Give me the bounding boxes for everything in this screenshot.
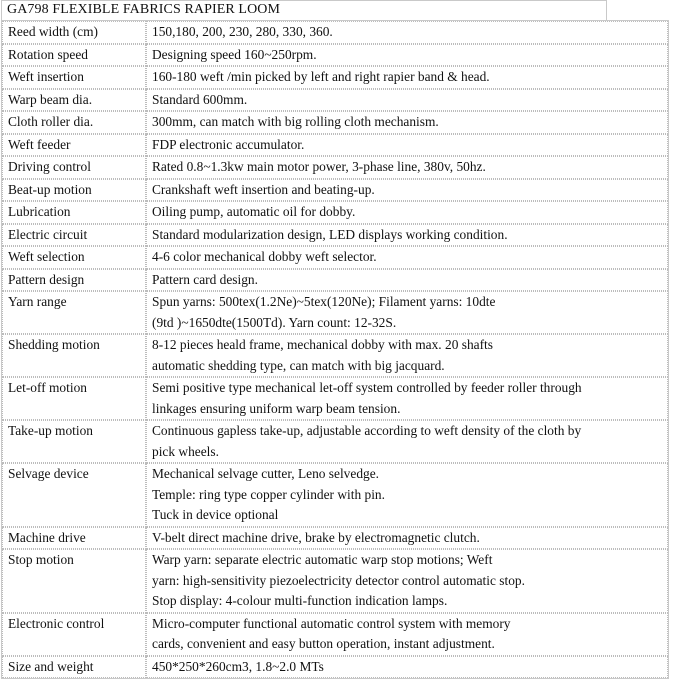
spec-label: Take-up motion bbox=[2, 420, 146, 463]
table-row bbox=[2, 89, 668, 112]
spec-value-line: Spun yarns: 500tex(1.2Ne)~5tex(120Ne); Filament yarns: 10dte bbox=[152, 294, 496, 309]
spec-value bbox=[146, 269, 668, 292]
spec-value-line: Standard 600mm. bbox=[152, 91, 248, 107]
spec-value bbox=[146, 334, 668, 377]
spec-label: Weft feeder bbox=[2, 134, 146, 157]
spec-label: Stop motion bbox=[2, 549, 146, 613]
spec-value-line: 150,180, 200, 230, 280, 330, 360. bbox=[152, 24, 333, 39]
spec-value bbox=[146, 291, 668, 334]
spec-label: Cloth roller dia. bbox=[2, 111, 146, 134]
table-row bbox=[2, 420, 668, 463]
spec-value-line: Tuck in device optional bbox=[152, 507, 279, 522]
table-row bbox=[2, 527, 668, 550]
spec-value-line: Oiling pump, automatic oil for dobby. bbox=[152, 204, 356, 219]
spec-value bbox=[146, 134, 668, 157]
spec-label: Let-off motion bbox=[2, 377, 146, 420]
spec-value-line: V-belt direct machine drive, brake by electromagnetic clutch. bbox=[152, 529, 480, 545]
table-row bbox=[2, 66, 668, 89]
table-row bbox=[2, 613, 668, 656]
spec-label: Beat-up motion bbox=[2, 179, 146, 202]
spec-value-line: 160-180 weft /min picked by left and right rapier band & head. bbox=[152, 69, 490, 84]
spec-value bbox=[146, 201, 668, 224]
spec-label: Size and weight bbox=[2, 656, 146, 679]
spec-label: Rotation speed bbox=[2, 44, 146, 67]
spec-value bbox=[146, 44, 668, 67]
spec-value-line: Warp yarn: separate electric automatic warp stop motions; Weft bbox=[152, 552, 493, 567]
spec-label: Selvage device bbox=[2, 463, 146, 527]
spec-value bbox=[146, 89, 668, 112]
spec-label: Driving control bbox=[2, 156, 146, 179]
spec-value bbox=[146, 156, 668, 179]
spec-value-line: Continuous gapless take-up, adjustable according to weft density of the cloth by bbox=[152, 423, 582, 438]
table-row bbox=[2, 44, 668, 67]
spec-value bbox=[146, 527, 668, 550]
spec-label: Shedding motion bbox=[2, 334, 146, 377]
spec-value-line: Semi positive type mechanical let-off system controlled by feeder roller through bbox=[152, 380, 582, 395]
spec-label: Machine drive bbox=[2, 527, 146, 550]
spec-value-line: pick wheels. bbox=[152, 443, 219, 459]
table-row bbox=[2, 21, 668, 44]
spec-value-line: Temple: ring type copper cylinder with pin. bbox=[152, 486, 385, 502]
spec-value-line: automatic shedding type, can match with big jacquard. bbox=[152, 357, 445, 373]
page-title: GA798 FLEXIBLE FABRICS RAPIER LOOM bbox=[7, 2, 281, 17]
spec-value bbox=[146, 21, 668, 44]
spec-value-line: Micro-computer functional automatic control system with memory bbox=[152, 615, 511, 631]
spec-value-line: Rated 0.8~1.3kw main motor power, 3-phase line, 380v, 50hz. bbox=[152, 159, 486, 174]
spec-label: Weft selection bbox=[2, 246, 146, 269]
spec-value-line: Crankshaft weft insertion and beating-up. bbox=[152, 181, 375, 197]
table-row bbox=[2, 291, 668, 334]
spec-label: Electronic control bbox=[2, 613, 146, 656]
table-row bbox=[2, 377, 668, 420]
spec-value bbox=[146, 656, 668, 679]
spec-value bbox=[146, 246, 668, 269]
table-row bbox=[2, 156, 668, 179]
spec-value-line: Stop display: 4-colour multi-function indication lamps. bbox=[152, 593, 448, 608]
spec-value bbox=[146, 613, 668, 656]
spec-label: Yarn range bbox=[2, 291, 146, 334]
spec-value bbox=[146, 179, 668, 202]
table-row bbox=[2, 549, 668, 613]
spec-value-line: 300mm, can match with big rolling cloth mechanism. bbox=[152, 114, 439, 129]
spec-value-line: 8-12 pieces heald frame, mechanical dobby with max. 20 shafts bbox=[152, 337, 493, 352]
spec-label: Electric circuit bbox=[2, 224, 146, 247]
spec-value-line: linkages ensuring uniform warp beam tension. bbox=[152, 400, 401, 416]
spec-label: Reed width (cm) bbox=[2, 21, 146, 44]
spec-table bbox=[1, 20, 669, 679]
table-row bbox=[2, 201, 668, 224]
table-row bbox=[2, 224, 668, 247]
table-row bbox=[2, 334, 668, 377]
table-row bbox=[2, 463, 668, 527]
spec-value-line: 450*250*260cm3, 1.8~2.0 MTs bbox=[152, 658, 324, 674]
spec-value-line: yarn: high-sensitivity piezoelectricity detector control automatic stop. bbox=[152, 572, 525, 588]
spec-label: Warp beam dia. bbox=[2, 89, 146, 112]
spec-value-line: Pattern card design. bbox=[152, 271, 258, 287]
spec-value-line: (9td )~1650dte(1500Td). Yarn count: 12-32S. bbox=[152, 314, 397, 330]
table-row bbox=[2, 269, 668, 292]
spec-value-line: Standard modularization design, LED displays working condition. bbox=[152, 226, 508, 242]
spec-value bbox=[146, 377, 668, 420]
table-row bbox=[2, 134, 668, 157]
table-row bbox=[2, 246, 668, 269]
spec-value-line: 4-6 color mechanical dobby weft selector. bbox=[152, 249, 377, 264]
spec-value bbox=[146, 549, 668, 613]
spec-value bbox=[146, 111, 668, 134]
spec-value-line: cards, convenient and easy button operation, instant adjustment. bbox=[152, 636, 495, 651]
spec-value-line: Designing speed 160~250rpm. bbox=[152, 46, 317, 62]
spec-label: Lubrication bbox=[2, 201, 146, 224]
spec-value bbox=[146, 463, 668, 527]
spec-value bbox=[146, 224, 668, 247]
spec-value-line: Mechanical selvage cutter, Leno selvedge. bbox=[152, 466, 379, 481]
table-row bbox=[2, 111, 668, 134]
spec-label: Weft insertion bbox=[2, 66, 146, 89]
table-row bbox=[2, 179, 668, 202]
spec-label: Pattern design bbox=[2, 269, 146, 292]
spec-value-line: FDP electronic accumulator. bbox=[152, 136, 305, 152]
title-cell bbox=[1, 0, 607, 20]
spec-value bbox=[146, 66, 668, 89]
spec-value bbox=[146, 420, 668, 463]
table-row bbox=[2, 656, 668, 679]
